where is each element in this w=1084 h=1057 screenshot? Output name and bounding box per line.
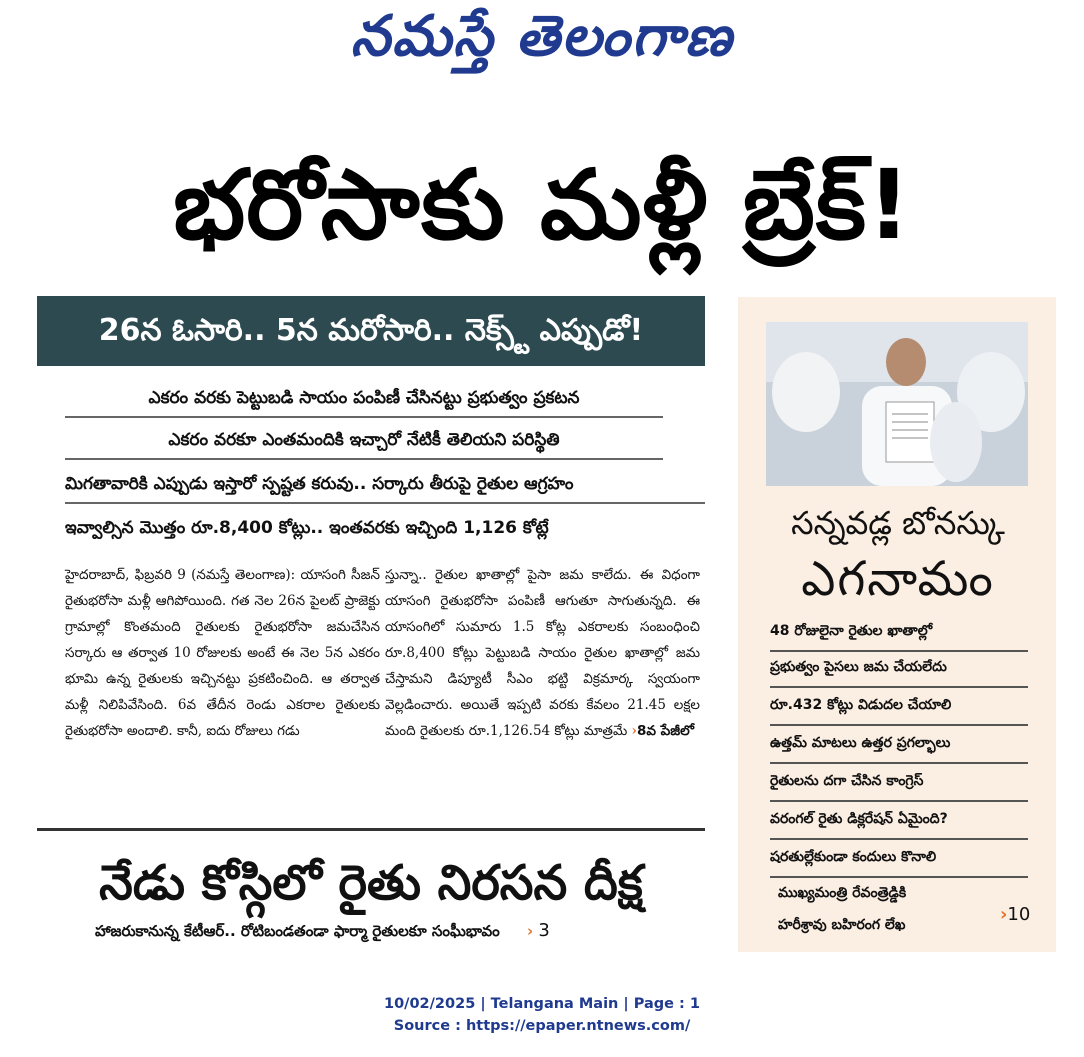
sidebar-line-5: రైతులను దగా చేసిన కాంగ్రెస్ <box>770 762 1028 802</box>
bullet-line-3: మిగతావారికి ఎప్పుడు ఇస్తారో స్పష్టత కరువు.. సర్కారు తీరుపై రైతుల ఆగ్రహం <box>65 466 705 504</box>
sidebar-line-6: వరంగల్ రైతు డిక్లరేషన్ ఏమైంది? <box>770 800 1028 840</box>
newspaper-logo: నమస్తే తెలంగాణ <box>350 3 734 69</box>
sidebar-line-9: హరీశ్రావు బహిరంగ లేఖ <box>778 917 906 933</box>
sidebar-line-8: ముఖ్యమంత్రి రేవంత్రెడ్డికి <box>778 885 907 901</box>
footer-date-line: 10/02/2025 | Telangana Main | Page : 1 <box>383 996 700 1012</box>
sidebar-line-3: రూ.432 కోట్లు విడుదల చేయాలి <box>770 686 1028 726</box>
sub-headline-text: 26న ఓసారి.. 5న మరోసారి.. నెక్స్ట్ ఎప్పుడో! <box>98 313 644 348</box>
bottom-headline: నేడు కోస్గిలో రైతు నిరసన దీక్ష <box>99 855 643 911</box>
bottom-page-ref[interactable]: 3 <box>538 920 550 941</box>
sidebar-page-ref[interactable] <box>1000 900 1048 930</box>
sidebar-title-2: ఎగనామం <box>801 551 995 607</box>
sidebar-title-1: సన్నవడ్ల బోనస్కు <box>791 504 1005 542</box>
chevron-right-icon: › <box>526 922 534 940</box>
sidebar-line-7: షరతుల్లేకుండా కందులు కొనాలి <box>770 838 1028 878</box>
sidebar-line-4: ఉత్తమ్ మాటలు ఉత్తర ప్రగల్భాలు <box>770 724 1028 764</box>
sidebar-line-1: 48 రోజులైనా రైతుల ఖాతాల్లో <box>770 612 1028 652</box>
main-headline-text: భరోసాకు మళ్లీ బ్రేక్! <box>173 149 912 261</box>
chevron-right-icon: › <box>1000 904 1008 925</box>
photo-illustration <box>766 322 1028 486</box>
bullet-line-1: ఎకరం వరకు పెట్టుబడి సాయం పంపిణీ చేసినట్టు ప్రభుత్వం ప్రకటన <box>65 380 663 418</box>
section-divider <box>37 828 705 831</box>
article-column-2 <box>385 562 700 744</box>
sidebar-line-2: ప్రభుత్వం పైసలు జమ చేయలేదు <box>770 648 1028 688</box>
bottom-subline <box>95 916 715 946</box>
news-photo <box>766 322 1028 486</box>
footer-source-line[interactable]: Source : https://epaper.ntnews.com/ <box>393 1018 691 1034</box>
article-column-1: హైదరాబాద్, ఫిబ్రవరి 9 (నమస్తే తెలంగాణ): యాసంగి సీజన్ రైతుభరోసా మళ్లీ ఆగిపోయింది. గత నెల 26న పైలట్ ప్రాజెక్టు గ్రామాల్లో కొంతమంది రైతులకు రైతుభరోసా జమచేసిన సర్కారు ఆ తర్వాత 10 రోజులకు అంటే ఈ నెల 5న ఎకరం భూమి ఉన్న రైతులకు ఇచ్చినట్టు ప్రకటించింది. ఆ తర్వాత మళ్లీ నిలిపివేసింది. 6వ తేదీన రెండు ఎకరాల రైతులకు రైతుభరోసా అందాలి. కానీ, ఐదు రోజులు గడు <box>65 567 380 739</box>
sidebar-page-ref-number: 10 <box>1007 904 1031 925</box>
masthead <box>0 2 1084 70</box>
bullet-line-4: ఇవ్వాల్సిన మొత్తం రూ.8,400 కోట్లు.. ఇంతవరకు ఇచ్చింది 1,126 కోట్లే <box>65 518 549 538</box>
chevron-right-icon: › <box>631 723 637 739</box>
continued-page-ref[interactable]: 8వ పేజీలో <box>636 723 694 739</box>
bottom-subline-text: హాజరుకానున్న కేటీఆర్.. రోటిబండతండా ఫార్మా రైతులకూ సంఘీభావం <box>95 922 500 940</box>
bullet-line-2: ఎకరం వరకూ ఎంతమందికి ఇచ్చారో నేటికీ తెలియని పరిస్థితి <box>65 422 663 460</box>
article-column-2-text: స్తున్నా.. రైతుల ఖాతాల్లో పైసా జమ కాలేదు. ఈ విధంగా యాసంగి రైతుభరోసా పంపిణీ ఆగుతూ సాగుతున్నది. ఈ యాసంగిలో సుమారు 1.5 కోట్ల ఎకరాలకు సంబంధించి రూ.8,400 కోట్లు పెట్టుబడి సాయం రైతుల ఖాతాల్లో జమ చేస్తామని డిప్యూటీ సీఎం భట్టి విక్రమార్క స్వయంగా వెల్లడించారు. అయితే ఇప్పటి వరకు కేవలం 21.45 లక్షల మంది రైతులకు రూ.1,126.54 కోట్లు మాత్రమే <box>385 567 700 739</box>
main-headline <box>25 140 1060 270</box>
sub-headline-banner <box>37 296 705 366</box>
